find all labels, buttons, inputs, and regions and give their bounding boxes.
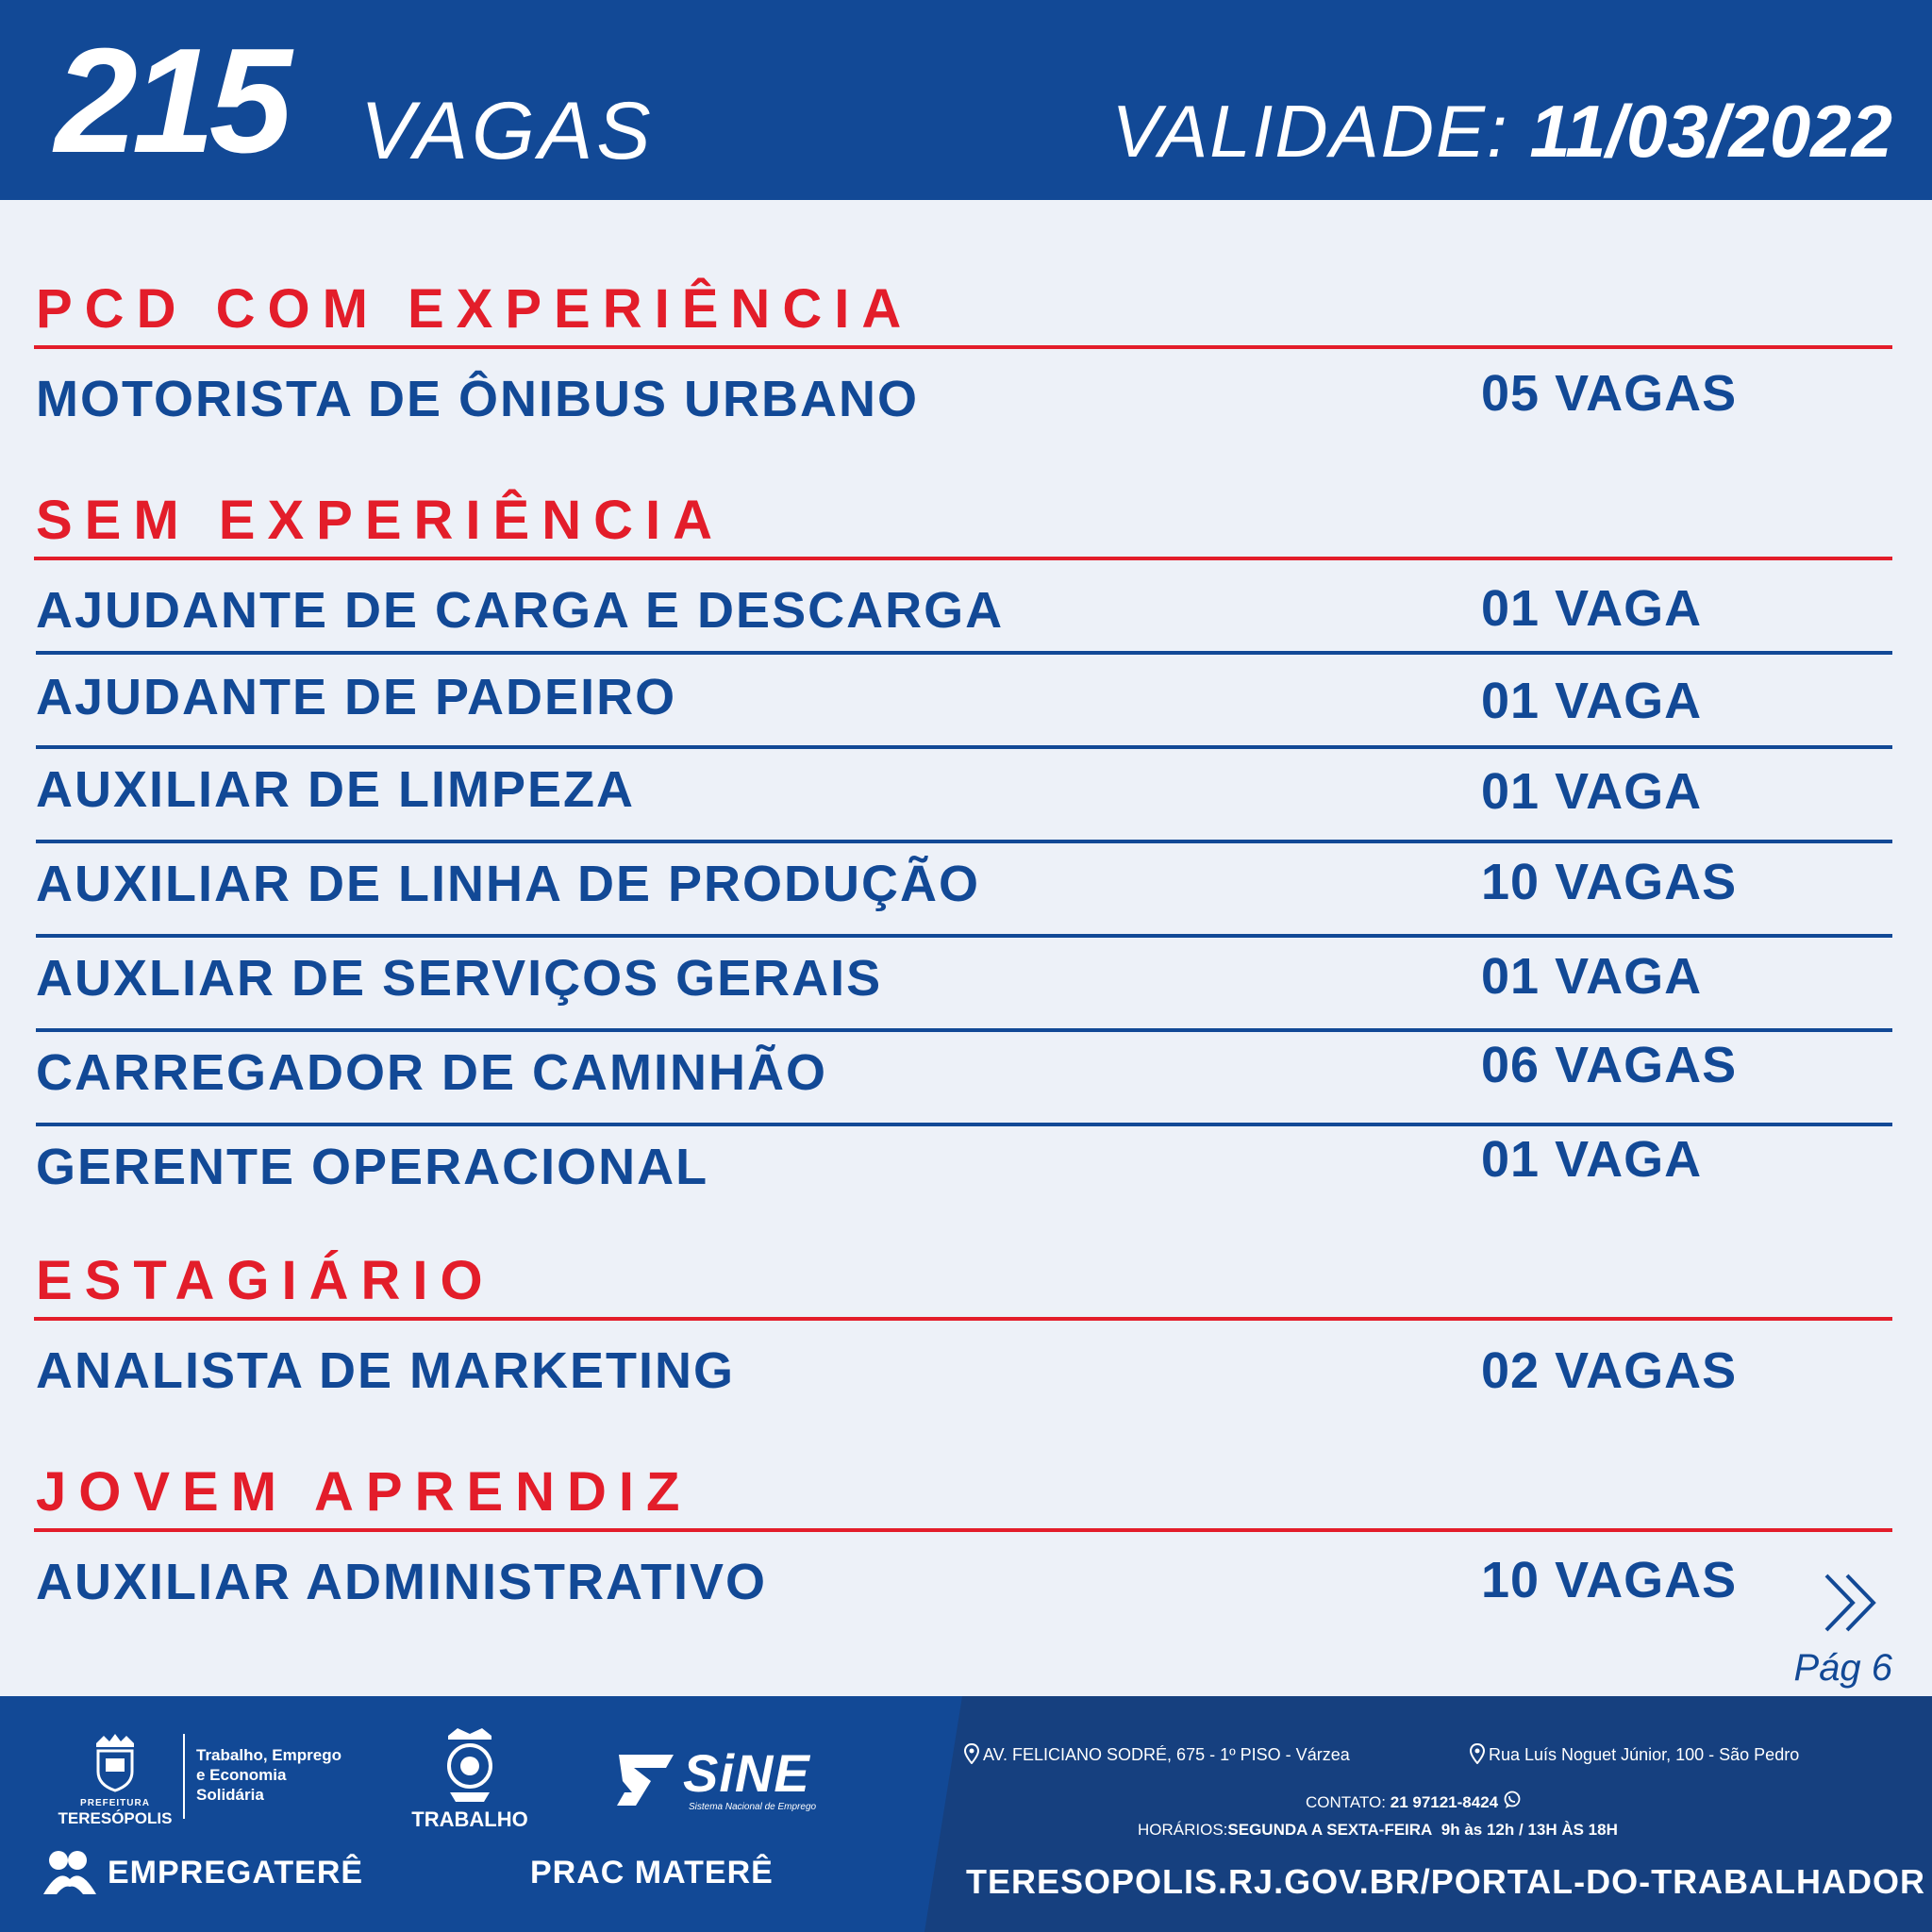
footer [0,1696,1932,1932]
job-name: AJUDANTE DE PADEIRO [36,669,677,725]
opening-hours [1138,1821,1618,1840]
secretaria-line: Trabalho, Emprego [196,1746,341,1764]
page-label: Pág 6 [1793,1647,1892,1689]
people-icon [42,1847,98,1896]
job-name: MOTORISTA DE ÔNIBUS URBANO [36,371,920,427]
job-name: AJUDANTE DE CARGA E DESCARGA [36,582,1005,639]
row-divider [36,745,1892,749]
website-link[interactable]: TERESOPOLIS.RJ.GOV.BR/PORTAL-DO-TRABALHADOR [966,1862,1926,1901]
section-divider [34,557,1892,560]
location-pin-icon [1470,1743,1485,1764]
prefeitura-label: PREFEITURA [80,1798,150,1808]
prefeitura-city: TERESÓPOLIS [58,1809,173,1827]
empregatere-label: EMPREGATERÊ [108,1855,364,1890]
address-1 [964,1743,1350,1765]
job-list [0,200,1932,1696]
job-count: 05 VAGAS [1481,365,1738,422]
sine-subtitle: Sistema Nacional de Emprego [689,1802,817,1812]
job-name: CARREGADOR DE CAMINHÃO [36,1044,827,1101]
trabalho-logo [400,1726,540,1830]
job-name: AUXILIAR ADMINISTRATIVO [36,1554,767,1610]
location-pin-icon [964,1743,979,1764]
double-chevron-right-icon[interactable] [1819,1570,1885,1636]
section-title-sem-experiencia: SEM EXPERIÊNCIA [36,490,724,551]
address-1-text: AV. FELICIANO SODRÉ, 675 - 1º PISO - Várzea [983,1745,1350,1764]
contact [1306,1790,1522,1812]
section-divider [34,1528,1892,1532]
job-count: 06 VAGAS [1481,1037,1738,1093]
address-2 [1470,1743,1799,1765]
sine-label: SiNE [683,1743,810,1803]
prefeitura-logo [42,1730,189,1827]
secretaria-label [196,1745,366,1805]
empregatere-logo [42,1847,419,1904]
section-divider [34,345,1892,349]
section-divider [34,1317,1892,1321]
hours-label: HORÁRIOS: [1138,1821,1228,1839]
job-count: 01 VAGA [1481,763,1703,820]
job-count: 01 VAGA [1481,580,1703,637]
validity [1111,90,1892,173]
job-name: GERENTE OPERACIONAL [36,1139,709,1195]
validity-label: VALIDADE: [1111,90,1509,173]
job-count: 02 VAGAS [1481,1342,1738,1399]
section-title-pcd: PCD COM EXPERIÊNCIA [36,278,914,340]
job-name: AUXILIAR DE LIMPEZA [36,761,636,818]
pracmatere-logo [530,1853,832,1900]
row-divider [36,651,1892,655]
trabalho-emblem-icon [437,1726,503,1806]
total-openings-count: 215 [55,18,287,184]
validity-date: 11/03/2022 [1529,90,1892,173]
hours-days: SEGUNDA A SEXTA-FEIRA [1227,1821,1433,1839]
secretaria-line: e Economia [196,1766,287,1784]
job-count: 10 VAGAS [1481,854,1738,910]
sine-mark-icon [613,1747,679,1813]
job-name: ANALISTA DE MARKETING [36,1342,735,1399]
section-title-estagiario: ESTAGIÁRIO [36,1250,495,1311]
job-count: 01 VAGA [1481,948,1703,1005]
secretaria-line: Solidária [196,1786,264,1804]
hours-times: 9h às 12h / 13H ÀS 18H [1441,1821,1618,1839]
job-name: AUXLIAR DE SERVIÇOS GERAIS [36,950,883,1007]
row-divider [36,840,1892,843]
logo-divider [183,1734,185,1819]
row-divider [36,934,1892,938]
whatsapp-icon [1503,1790,1522,1809]
job-name: AUXILIAR DE LINHA DE PRODUÇÃO [36,856,981,912]
job-count: 01 VAGA [1481,673,1703,729]
section-title-jovem-aprendiz: JOVEM APRENDIZ [36,1461,692,1523]
contact-label: CONTATO: [1306,1793,1386,1811]
sine-logo [613,1743,817,1823]
pracmatere-label: PRAC MATERÊ [530,1855,774,1890]
job-count: 01 VAGA [1481,1131,1703,1188]
contact-phone: 21 97121-8424 [1390,1793,1499,1811]
header-banner [0,0,1932,200]
job-count: 10 VAGAS [1481,1552,1738,1608]
address-2-text: Rua Luís Noguet Júnior, 100 - São Pedro [1489,1745,1800,1764]
total-openings-unit: VAGAS [360,86,655,176]
trabalho-label: TRABALHO [411,1807,528,1831]
coat-of-arms-icon [87,1730,143,1794]
